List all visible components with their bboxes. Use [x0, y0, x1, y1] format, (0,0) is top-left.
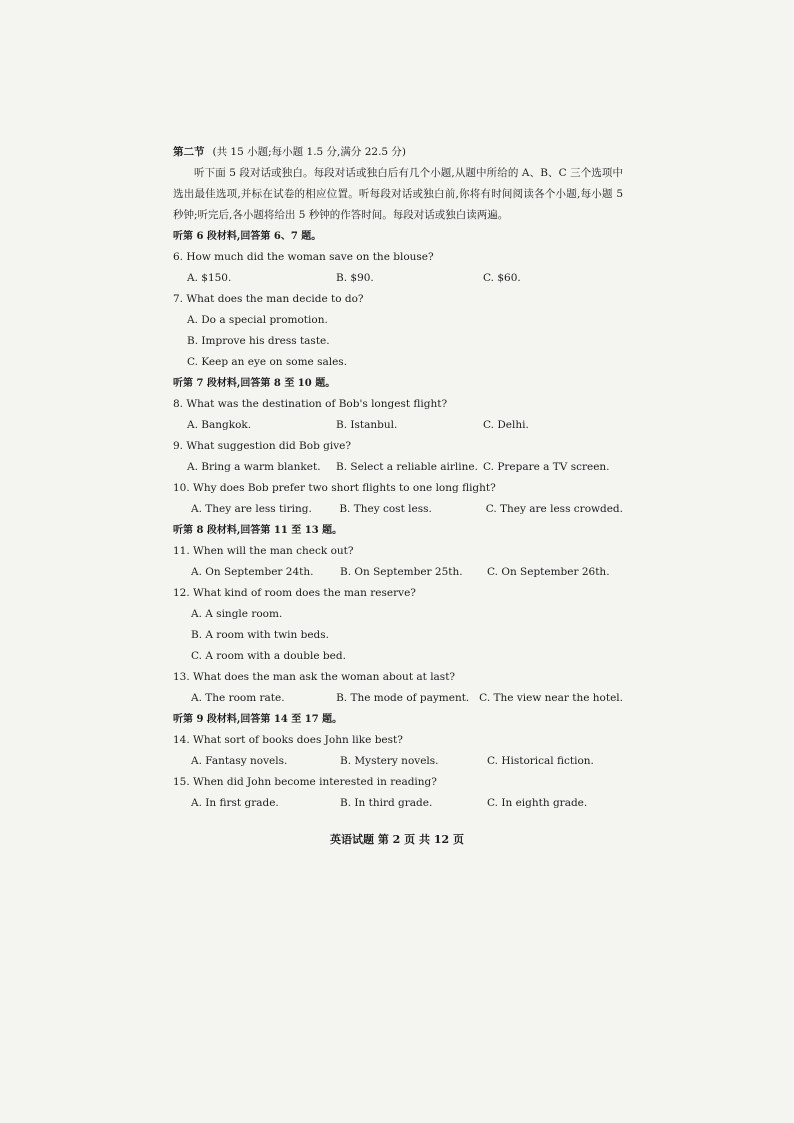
- answer-option[interactable]: A. Fantasy novels.: [191, 755, 288, 767]
- answer-option[interactable]: C. Delhi.: [483, 419, 529, 431]
- answer-option[interactable]: B. Improve his dress taste.: [187, 335, 330, 347]
- section-header: [173, 142, 623, 163]
- answer-option[interactable]: A. $150.: [187, 272, 232, 284]
- answer-options: [173, 415, 623, 436]
- group-heading: 听第 7 段材料,回答第 8 至 10 题。: [173, 378, 336, 389]
- answer-options: [173, 793, 623, 814]
- question-stem: 15. When did John become interested in reading?: [173, 776, 437, 788]
- answer-option[interactable]: B. The mode of payment.: [336, 692, 470, 704]
- section-score-note: (共 15 小题;每小题 1.5 分,满分 22.5 分): [212, 146, 407, 158]
- answer-options: [173, 457, 623, 478]
- group-heading: 听第 9 段材料,回答第 14 至 17 题。: [173, 714, 343, 725]
- answer-option[interactable]: A. Bring a warm blanket.: [187, 461, 321, 473]
- question-stem: 10. Why does Bob prefer two short flights to one long flight?: [173, 482, 496, 494]
- answer-option[interactable]: B. $90.: [336, 272, 374, 284]
- answer-option[interactable]: A. A single room.: [191, 608, 283, 620]
- answer-option[interactable]: C. In eighth grade.: [487, 797, 588, 809]
- section-title: 第二节: [173, 146, 205, 158]
- answer-option[interactable]: B. On September 25th.: [340, 566, 463, 578]
- answer-options: [173, 499, 623, 520]
- answer-options: [173, 268, 623, 289]
- listening-section: [173, 142, 623, 814]
- answer-option[interactable]: C. Historical fiction.: [487, 755, 594, 767]
- answer-option[interactable]: C. A room with a double bed.: [191, 650, 346, 662]
- answer-option[interactable]: B. Select a reliable airline.: [336, 461, 478, 473]
- question-groups: [173, 226, 623, 814]
- question-stem: 7. What does the man decide to do?: [173, 293, 364, 305]
- answer-option[interactable]: B. Mystery novels.: [340, 755, 439, 767]
- answer-option[interactable]: B. Istanbul.: [336, 419, 398, 431]
- answer-option[interactable]: A. The room rate.: [191, 692, 285, 704]
- question-stem: 13. What does the man ask the woman about at last?: [173, 671, 456, 683]
- answer-options: [173, 751, 623, 772]
- group-heading: 听第 8 段材料,回答第 11 至 13 题。: [173, 525, 343, 536]
- answer-option[interactable]: A. In first grade.: [191, 797, 279, 809]
- section-instructions: 听下面 5 段对话或独白。每段对话或独白后有几个小题,从题中所给的 A、B、C 三个选项中选出最佳选项,并标在试卷的相应位置。听每段对话或独白前,你将有时间阅读各个小题,每小题 5 秒钟;听完后,各小题将给出 5 秒钟的作答时间。每段对话或独白读两遍。: [173, 167, 623, 221]
- question-stem: 14. What sort of books does John like best?: [173, 734, 403, 746]
- answer-option[interactable]: C. The view near the hotel.: [479, 692, 623, 704]
- question-stem: 12. What kind of room does the man reserve?: [173, 587, 416, 599]
- question-stem: 9. What suggestion did Bob give?: [173, 440, 352, 452]
- answer-option[interactable]: C. Keep an eye on some sales.: [187, 356, 348, 368]
- answer-option[interactable]: C. Prepare a TV screen.: [483, 461, 610, 473]
- answer-option[interactable]: C. $60.: [483, 272, 521, 284]
- answer-option[interactable]: C. They are less crowded.: [485, 503, 623, 515]
- question-stem: 8. What was the destination of Bob's longest flight?: [173, 398, 448, 410]
- answer-options: [173, 688, 623, 709]
- question-stem: 6. How much did the woman save on the blouse?: [173, 251, 434, 263]
- answer-option[interactable]: A. They are less tiring.: [191, 503, 312, 515]
- answer-option[interactable]: A. On September 24th.: [191, 566, 314, 578]
- question-stem: 11. When will the man check out?: [173, 545, 354, 557]
- answer-options: [173, 562, 623, 583]
- answer-option[interactable]: B. A room with twin beds.: [191, 629, 329, 641]
- answer-option[interactable]: B. In third grade.: [340, 797, 433, 809]
- answer-option[interactable]: B. They cost less.: [339, 503, 432, 515]
- answer-option[interactable]: C. On September 26th.: [487, 566, 610, 578]
- answer-option[interactable]: A. Bangkok.: [187, 419, 252, 431]
- answer-option[interactable]: A. Do a special promotion.: [187, 314, 328, 326]
- group-heading: 听第 6 段材料,回答第 6、7 题。: [173, 231, 322, 242]
- page-footer: 英语试题 第 2 页 共 12 页: [330, 833, 464, 846]
